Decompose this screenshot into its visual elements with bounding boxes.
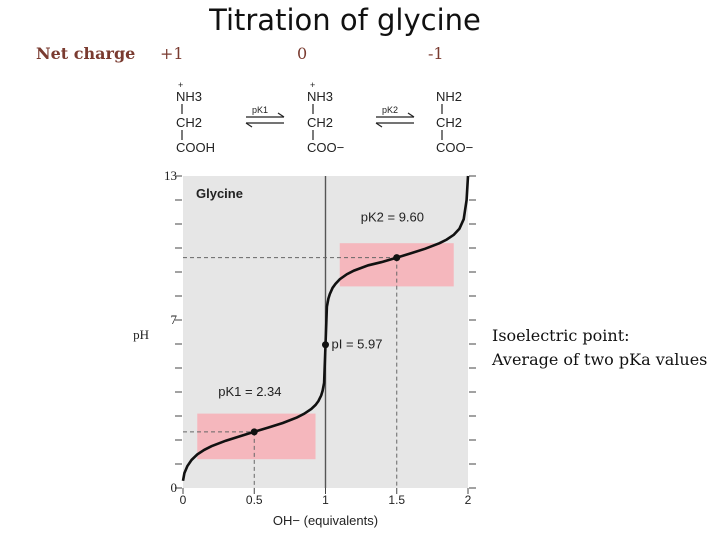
chart-title: Glycine <box>196 186 243 201</box>
equilibrium-2-label: pK2 <box>382 105 399 115</box>
x-tick-label: 0 <box>179 493 187 507</box>
x-tick-label: 0.5 <box>245 493 263 507</box>
y-tick-label: 13 <box>164 168 177 183</box>
point-marker-3 <box>393 254 400 261</box>
species-anion-carboxylate: COO− <box>436 140 474 155</box>
buffer-region-1 <box>197 414 315 460</box>
isoelectric-note-line-1: Isoelectric point: <box>492 326 630 345</box>
y-tick-label: 0 <box>170 480 177 495</box>
equilibrium-1-label: pK1 <box>252 105 269 115</box>
species-zwitterion-amino: NH3 <box>307 89 334 104</box>
x-tick-label: 1.5 <box>388 493 406 507</box>
net-charge-plus-one: +1 <box>160 44 184 63</box>
point-marker-1 <box>251 428 258 435</box>
x-tick-label: 2 <box>464 493 472 507</box>
point-marker-2 <box>322 341 329 348</box>
isoelectric-note <box>492 324 707 372</box>
point-label-2: pI = 5.97 <box>331 336 383 352</box>
x-tick-label: 1 <box>322 493 329 507</box>
species-zwitterion-plus: + <box>310 80 316 90</box>
isoelectric-note-line-2: Average of two pKa values <box>492 350 708 369</box>
slide-title: Titration of glycine <box>209 3 481 37</box>
point-label-1: pK1 = 2.34 <box>218 383 282 399</box>
y-tick-label: 7 <box>170 312 177 327</box>
net-charge-zero: 0 <box>297 44 308 63</box>
species-zwitterion-methylene: CH2 <box>307 115 334 130</box>
net-charge-label: Net charge <box>36 44 136 63</box>
y-axis-title: pH <box>133 327 149 343</box>
point-label-3: pK2 = 9.60 <box>360 209 424 225</box>
species-anion-methylene: CH2 <box>436 115 463 130</box>
species-cation-amino: NH3 <box>176 89 203 104</box>
species-cation-carboxyl: COOH <box>176 140 215 155</box>
species-anion-amino: NH2 <box>436 89 463 104</box>
species-cation-plus: + <box>178 80 184 90</box>
x-axis-title: OH− (equivalents) <box>272 513 379 528</box>
species-cation-methylene: CH2 <box>176 115 203 130</box>
net-charge-minus-one: -1 <box>428 44 444 63</box>
species-zwitterion-carboxylate: COO− <box>307 140 345 155</box>
